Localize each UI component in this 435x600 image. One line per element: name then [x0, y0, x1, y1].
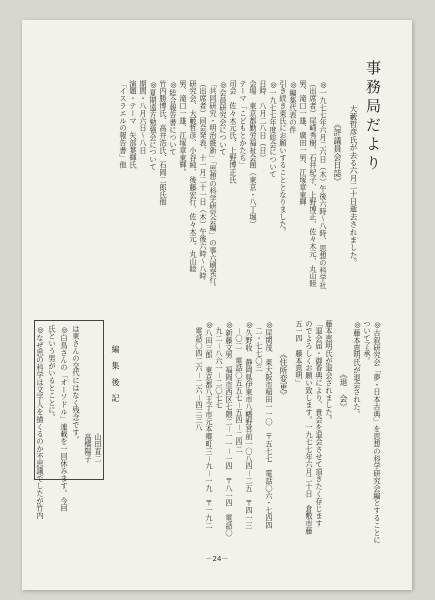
meeting-line: 男、滝口一雄、廣田一男、江塚章東輝 [299, 80, 308, 206]
page-number: －24－ [205, 555, 229, 563]
leave-line: のでよろしくお願い致します。一九七七年六月二十日 倉敷市藤 [305, 320, 314, 535]
editor-line: ◎白鳥さんの「オーソドル」連載を一回休みます。今回 [60, 325, 69, 512]
address-line: ◎久野收 静岡県伊東市八幡野宮前一〇八四－二五 〒四一三 [245, 320, 254, 529]
editor-signature: 山田直二 [94, 433, 103, 463]
meeting-line: 会場 東京都勤労福祉会館（東京・八丁堀） [249, 80, 258, 228]
meeting-line: 引き続き東氏にお願いすることとなりました。 [279, 80, 288, 236]
meeting-line: （出席者）同会発表、十一月二十一日（木）午後六時～八時 [199, 80, 208, 280]
editor-line: は東さんの交代にはなく残念です。 [72, 325, 81, 444]
meeting-line: 司会 佐々木元氏、上野博正氏 [229, 80, 238, 184]
editor-signature: 高橋陽子 [84, 433, 93, 463]
editor-heading: 編 集 後 記 [111, 345, 120, 403]
meeting-line: 「共同研究・明治維新」「思想の科学研究会編」の事六刷発行。 [209, 80, 218, 291]
meeting-line: （出席者）尾崎秀樹、石井紀子、上野博正、佐々木元、丸山睦 [309, 80, 318, 288]
meeting-line: ◎総合報告書について [169, 80, 178, 156]
address-section-heading: 《住所変更》 [279, 350, 288, 400]
meeting-line: 演題・テーマ 矢部葉輝氏 [129, 80, 138, 169]
meeting-line: 竹内勝博氏、高井浩氏、石岡二郎氏他 [159, 80, 168, 206]
address-line: 電話〇四二六－二六－四三三八 [195, 320, 204, 431]
document-page [22, 20, 412, 590]
meeting-line: ◎一九七七年六月二六日（木）午後六時～八時、思想の科学社 [319, 80, 328, 289]
meeting-line: テーマ「こどもとかたち」 [239, 80, 248, 169]
page-subtitle: 大藪哲彦氏が去る六月二十日逝去されました。 [349, 105, 358, 267]
editor-line: 氏という男がいるとことに。 [48, 325, 57, 422]
meeting-line: 研究会、大藪哲彦、小谷純、後藤宏行、佐々木元、丸山睦 [189, 80, 198, 273]
meeting-line: 期間・八月六日～八日 [139, 80, 148, 154]
meeting-line: ◎一九七七年度総会について [269, 80, 278, 178]
notice-line: ◎藤本恵明氏が退会された。 [353, 320, 362, 418]
address-line: 九二－八六一－二〇七七 [215, 320, 224, 409]
meeting-line: 男、滝口一雄、江塚章東輝。 [179, 80, 188, 177]
meeting-line: 日時 八月二八日（日） [259, 80, 268, 162]
notice-line: ◎古叙研究会「夢・日本古典」を思想の科学研究会編とすることに [373, 320, 382, 544]
notice-line: ついて了承。 [363, 320, 372, 365]
leave-line: 五一四 藤本恵明」 [295, 320, 304, 387]
meeting-line: ◎編集代表の件 [289, 80, 298, 134]
address-line: ◎尾関茂 東大阪市稲田一一〇 〒五七七 電話〇六・七四四 [265, 320, 274, 529]
meeting-line: 「イスラエルの報告書」他 [119, 80, 128, 169]
page-title: 事務局だより [364, 60, 382, 174]
address-line: －〇二 電話〇五五七－五四－二四二 [235, 320, 244, 454]
meeting-line: ◎夏期遠方勉強会について [149, 80, 158, 171]
editor-line: ◎なぜ思の科学は文字人を描くるのか不思議でしたが竹内 [36, 325, 45, 520]
address-line: 二・七七〇三 [255, 320, 264, 372]
meeting-section-heading: 《評議員会日誌》 [333, 120, 342, 186]
address-line: ◎新藤文男 福岡市西区七隈二－一一－一四 〒八一四 電話〇 [225, 320, 234, 537]
meeting-line: ◎会員研究会について [219, 80, 228, 156]
leave-section-heading: 《退 会》 [339, 370, 348, 411]
leave-line: 藤本恵明氏が退会されました。 [325, 320, 334, 424]
editor-box [34, 320, 104, 520]
address-line: ◎八田三郎 東京都八王子市元本郷町三－九－一九 〒一九二 [205, 320, 214, 529]
leave-line: 「退会届・御香典により、貴会を退会させて頂きたく存じます [315, 320, 324, 528]
